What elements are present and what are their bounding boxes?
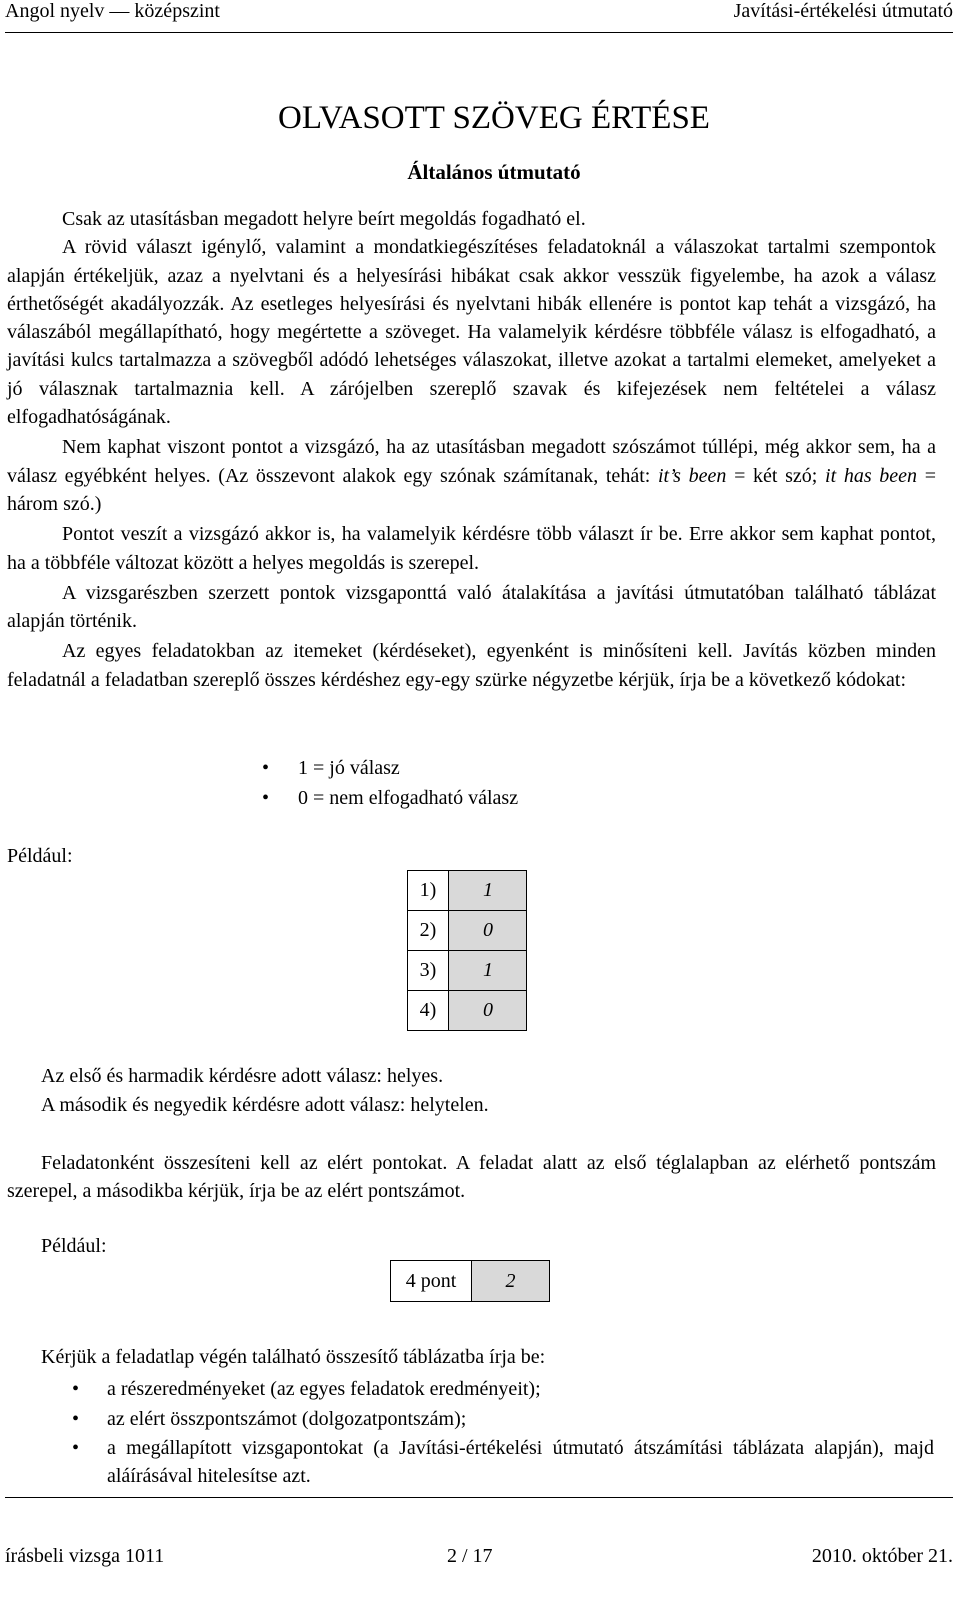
- achieved-points: 2: [472, 1261, 550, 1302]
- request-item: • a megállapított vizsgapontokat (a Javítási-értékelési útmutató átszámítási táblázata alapján), majd aláírásával hitelesítse azt.: [72, 1434, 934, 1491]
- table-row: 4) 0: [408, 991, 527, 1031]
- paragraph-3: Nem kaphat viszont pontot a vizsgázó, ha az utasításban megadott szószámot túllépi, még akkor sem, ha a válasz egyébként helyes. (Az összevont alakok egy szónak számítanak, tehát: it’s been = két szó; it has been = három szó.): [7, 436, 937, 515]
- table-row: 1) 1: [408, 871, 527, 911]
- header-rule: [5, 32, 953, 33]
- page-header: [5, 0, 953, 32]
- example-label-2: Például:: [41, 1235, 107, 1257]
- page-subtitle: Általános útmutató: [407, 160, 581, 184]
- summary-paragraph: Feladatonként összesíteni kell az elért pontokat. A feladat alatt az első téglalapban az elérhető pontszám szerepel, a másodikba kérjük, írja be az elért pontszámot.: [7, 1152, 936, 1203]
- guidelines-text: [7, 205, 936, 694]
- example-contraction: it’s been: [657, 464, 727, 487]
- table-row: 2) 0: [408, 911, 527, 951]
- page-title: OLVASOTT SZÖVEG ÉRTÉSE: [278, 100, 710, 136]
- header-doc-type: Javítási-értékelési útmutató: [733, 0, 953, 22]
- explanation-correct: Az első és harmadik kérdésre adott válasz: helyes.: [41, 1065, 444, 1087]
- paragraph-4: Pontot veszít a vizsgázó akkor is, ha valamelyik kérdésre több választ ír be. Erre akkor sem kaphat pontot, ha a többféle változat között a helyes megoldás is szerepel.: [7, 523, 936, 574]
- footer-rule: [5, 1497, 953, 1498]
- bullet: •: [262, 787, 270, 809]
- request-text: Kérjük a feladatlap végén található összesítő táblázatba írja be:: [41, 1346, 546, 1368]
- paragraph-1: Csak az utasításban megadott helyre beírt megoldás fogadható el.: [62, 208, 586, 230]
- request-item: • az elért összpontszámot (dolgozatpontszám);: [72, 1405, 934, 1433]
- page-number: 2 / 17: [447, 1545, 493, 1567]
- bullet: •: [72, 1408, 80, 1430]
- bullet: •: [262, 757, 270, 779]
- paragraph-6: Az egyes feladatokban az itemeket (kérdéseket), egyenként is minősíteni kell. Javítás közben minden feladatnál a feladatban szereplő összes kérdéshez egy-egy szürke négyzetbe kérjük, írja be a következő kódokat:: [7, 640, 936, 691]
- max-points: 4 pont: [391, 1261, 472, 1302]
- table-row: 3) 1: [408, 951, 527, 991]
- paragraph-5: A vizsgarészben szerzett pontok vizsgaponttá való átalakítása a javítási útmutatóban található táblázat alapján történik.: [7, 581, 936, 633]
- request-item: • a részeredményeket (az egyes feladatok eredményeit);: [72, 1375, 934, 1403]
- paragraph-2: A rövid választ igénylő, valamint a mondatkiegészítéses feladatoknál a válaszokat tartalmi szempontok alapján értékeljük, azaz a nyelvtani és a helyesírási hibákat csak akkor vesszük figyelembe, ha azok a válasz érthetőségét akadályozzák. Az esetleges helyesírási és nyelvtani hibák ellenére is pontot kap tehát a vizsgázó, ha válaszából megállapítható, hogy megértette a szöveget. Ha valamelyik kérdésre többféle válasz is elfogadható, a javítási kulcs tartalmazza a szövegből adódó lehetséges válaszokat, illetve azokat a tartalmi elemeket, amelyeket a jó válasznak tartalmaznia kell. A zárójelben szereplő szavak és kifejezések nem feltételei a válasz elfogadhatóságának.: [7, 236, 936, 429]
- footer-date: 2010. október 21.: [811, 1545, 953, 1567]
- example-full-form: it has been: [825, 464, 918, 487]
- header-subject: Angol nyelv — középszint: [5, 0, 220, 22]
- code-example-table: [407, 870, 527, 1031]
- bullet: •: [72, 1437, 80, 1459]
- explanation-incorrect: A második és negyedik kérdésre adott válasz: helytelen.: [41, 1094, 489, 1116]
- points-box: [390, 1260, 550, 1302]
- bullet: •: [72, 1378, 80, 1400]
- example-label: Például:: [7, 845, 73, 867]
- footer-exam-code: írásbeli vizsga 1011: [5, 1545, 165, 1567]
